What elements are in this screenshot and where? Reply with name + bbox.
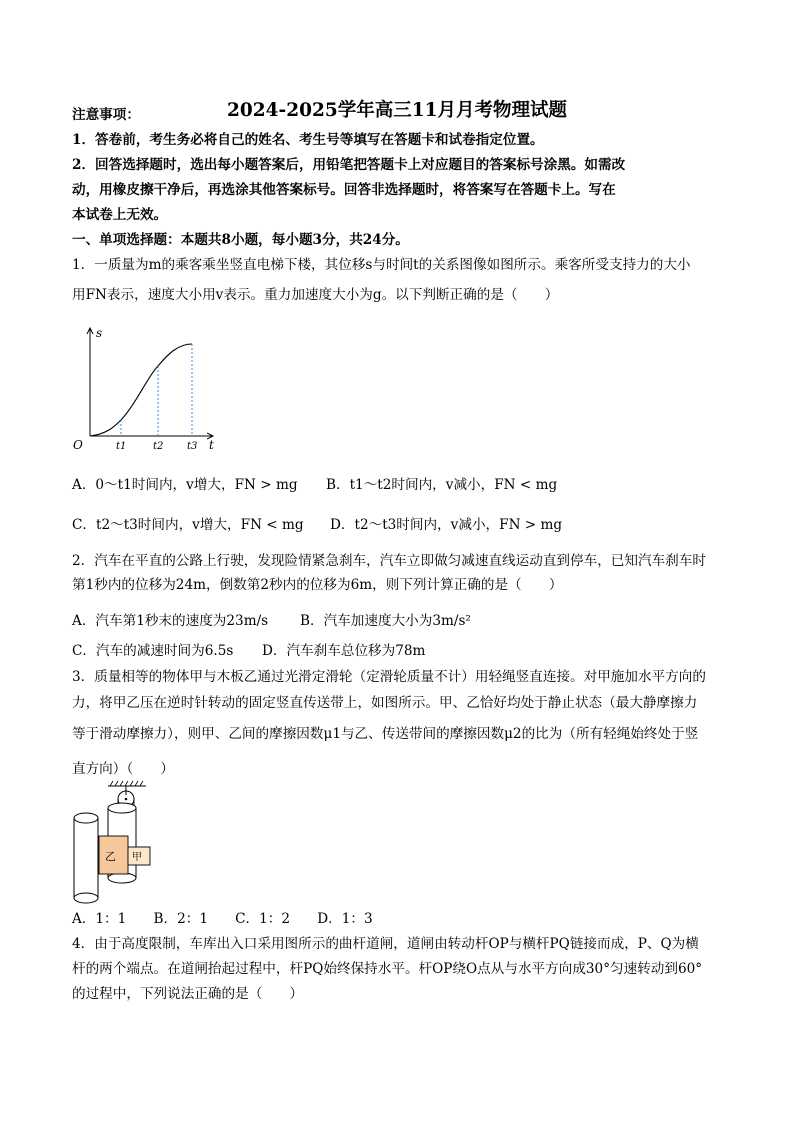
q3-options: A．1：1 B．2：1 C．1：2 D．1：3 [72,911,373,927]
q2-option-a: A．汽车第1秒末的速度为23m/s [72,613,269,629]
q1-option-a: A．0～t1时间内，v增大，FN > mg [72,477,298,493]
q1-option-d: D．t2～t3时间内，v减小，FN > mg [330,517,563,533]
t1-tick-label: t1 [116,441,127,452]
t-axis-label: t [209,438,214,452]
pulley-axle [125,798,128,801]
q4-stem-line-1: 4．由于高度限制，车库出入口采用图所示的曲杆道闸，道闸由转动杆OP与横杆PQ链接而成，P、Q为横 [72,936,699,952]
q2-option-c: C．汽车的减速时间为6.5s [72,643,234,659]
q4-stem-line-3: 的过程中，下列说法正确的是（ ） [72,986,304,1002]
t2-tick-label: t2 [153,441,164,452]
s-axis-label: s [96,326,103,340]
q2-option-b: B．汽车加速度大小为3m/s² [300,613,471,629]
q2-stem-line-1: 2．汽车在平直的公路上行驶，发现险情紧急刹车，汽车立即做匀减速直线运动直到停车，已知汽车刹车时 [72,553,706,569]
q3-stem-line-1: 3．质量相等的物体甲与木板乙通过光滑定滑轮（定滑轮质量不计）用轻绳竖直连接。对甲施加水平方向的 [72,669,706,685]
notice-item-2-line-1: 2．回答选择题时，选出每小题答案后，用铅笔把答题卡上对应题目的答案标号涂黑。如需改 [72,157,626,173]
q4-stem-line-2: 杆的两个端点。在道闸抬起过程中，杆PQ始终保持水平。杆OP绕O点从与水平方向成30°匀速转动到60° [72,961,703,977]
s-t-curve [90,344,192,436]
q3-stem-line-3: 等于滑动摩擦力），则甲、乙间的摩擦因数μ1与乙、传送带间的摩擦因数μ2的比为（所有轻绳始终处于竖 [72,726,699,742]
notice-item-1: 1．答卷前，考生务必将自己的姓名、考生号等填写在答题卡和试卷指定位置。 [72,132,544,148]
belt-roller [74,813,98,903]
q2-stem-line-2: 第1秒内的位移为24m，倒数第2秒内的位移为6m，则下列计算正确的是（ ） [72,577,563,593]
q3-stem-line-2: 力，将甲乙压在逆时针转动的固定竖直传送带上，如图所示。甲、乙恰好均处于静止状态（最大静摩擦力 [72,695,698,711]
q1-option-b: B．t1～t2时间内，v减小，FN < mg [326,477,558,493]
q1-s-t-graph [68,322,228,452]
q3-figure [68,780,168,906]
q2-option-d: D．汽车刹车总位移为78m [262,643,426,659]
notice-item-2-line-3: 本试卷上无效。 [72,207,168,223]
q3-stem-line-4: 直方向）（ ） [72,761,174,777]
notice-item-2-line-2: 动，用橡皮擦干净后，再选涂其他答案标号。回答非选择题时，将答案写在答题卡上。写在 [72,182,616,198]
q1-stem-line-2: 用FN表示，速度大小用v表示。重力加速度大小为g。以下判断正确的是（ ） [72,287,559,303]
q1-stem-line-1: 1．一质量为m的乘客乘坐竖直电梯下楼，其位移s与时间t的关系图像如图所示。乘客所受支持力的大小 [72,257,691,273]
notice-heading: 注意事项： [72,107,140,123]
label-jia: 甲 [132,852,142,863]
t3-tick-label: t3 [187,441,198,452]
page-title: 2024-2025学年高三11月月考物理试题 [227,100,567,121]
section-heading: 一、单项选择题：本题共8小题，每小题3分，共24分。 [72,232,409,248]
origin-label: O [73,438,83,452]
q1-option-c: C．t2～t3时间内，v增大，FN < mg [72,517,304,533]
label-yi: 乙 [105,850,116,863]
ceiling-hatch [110,781,143,786]
